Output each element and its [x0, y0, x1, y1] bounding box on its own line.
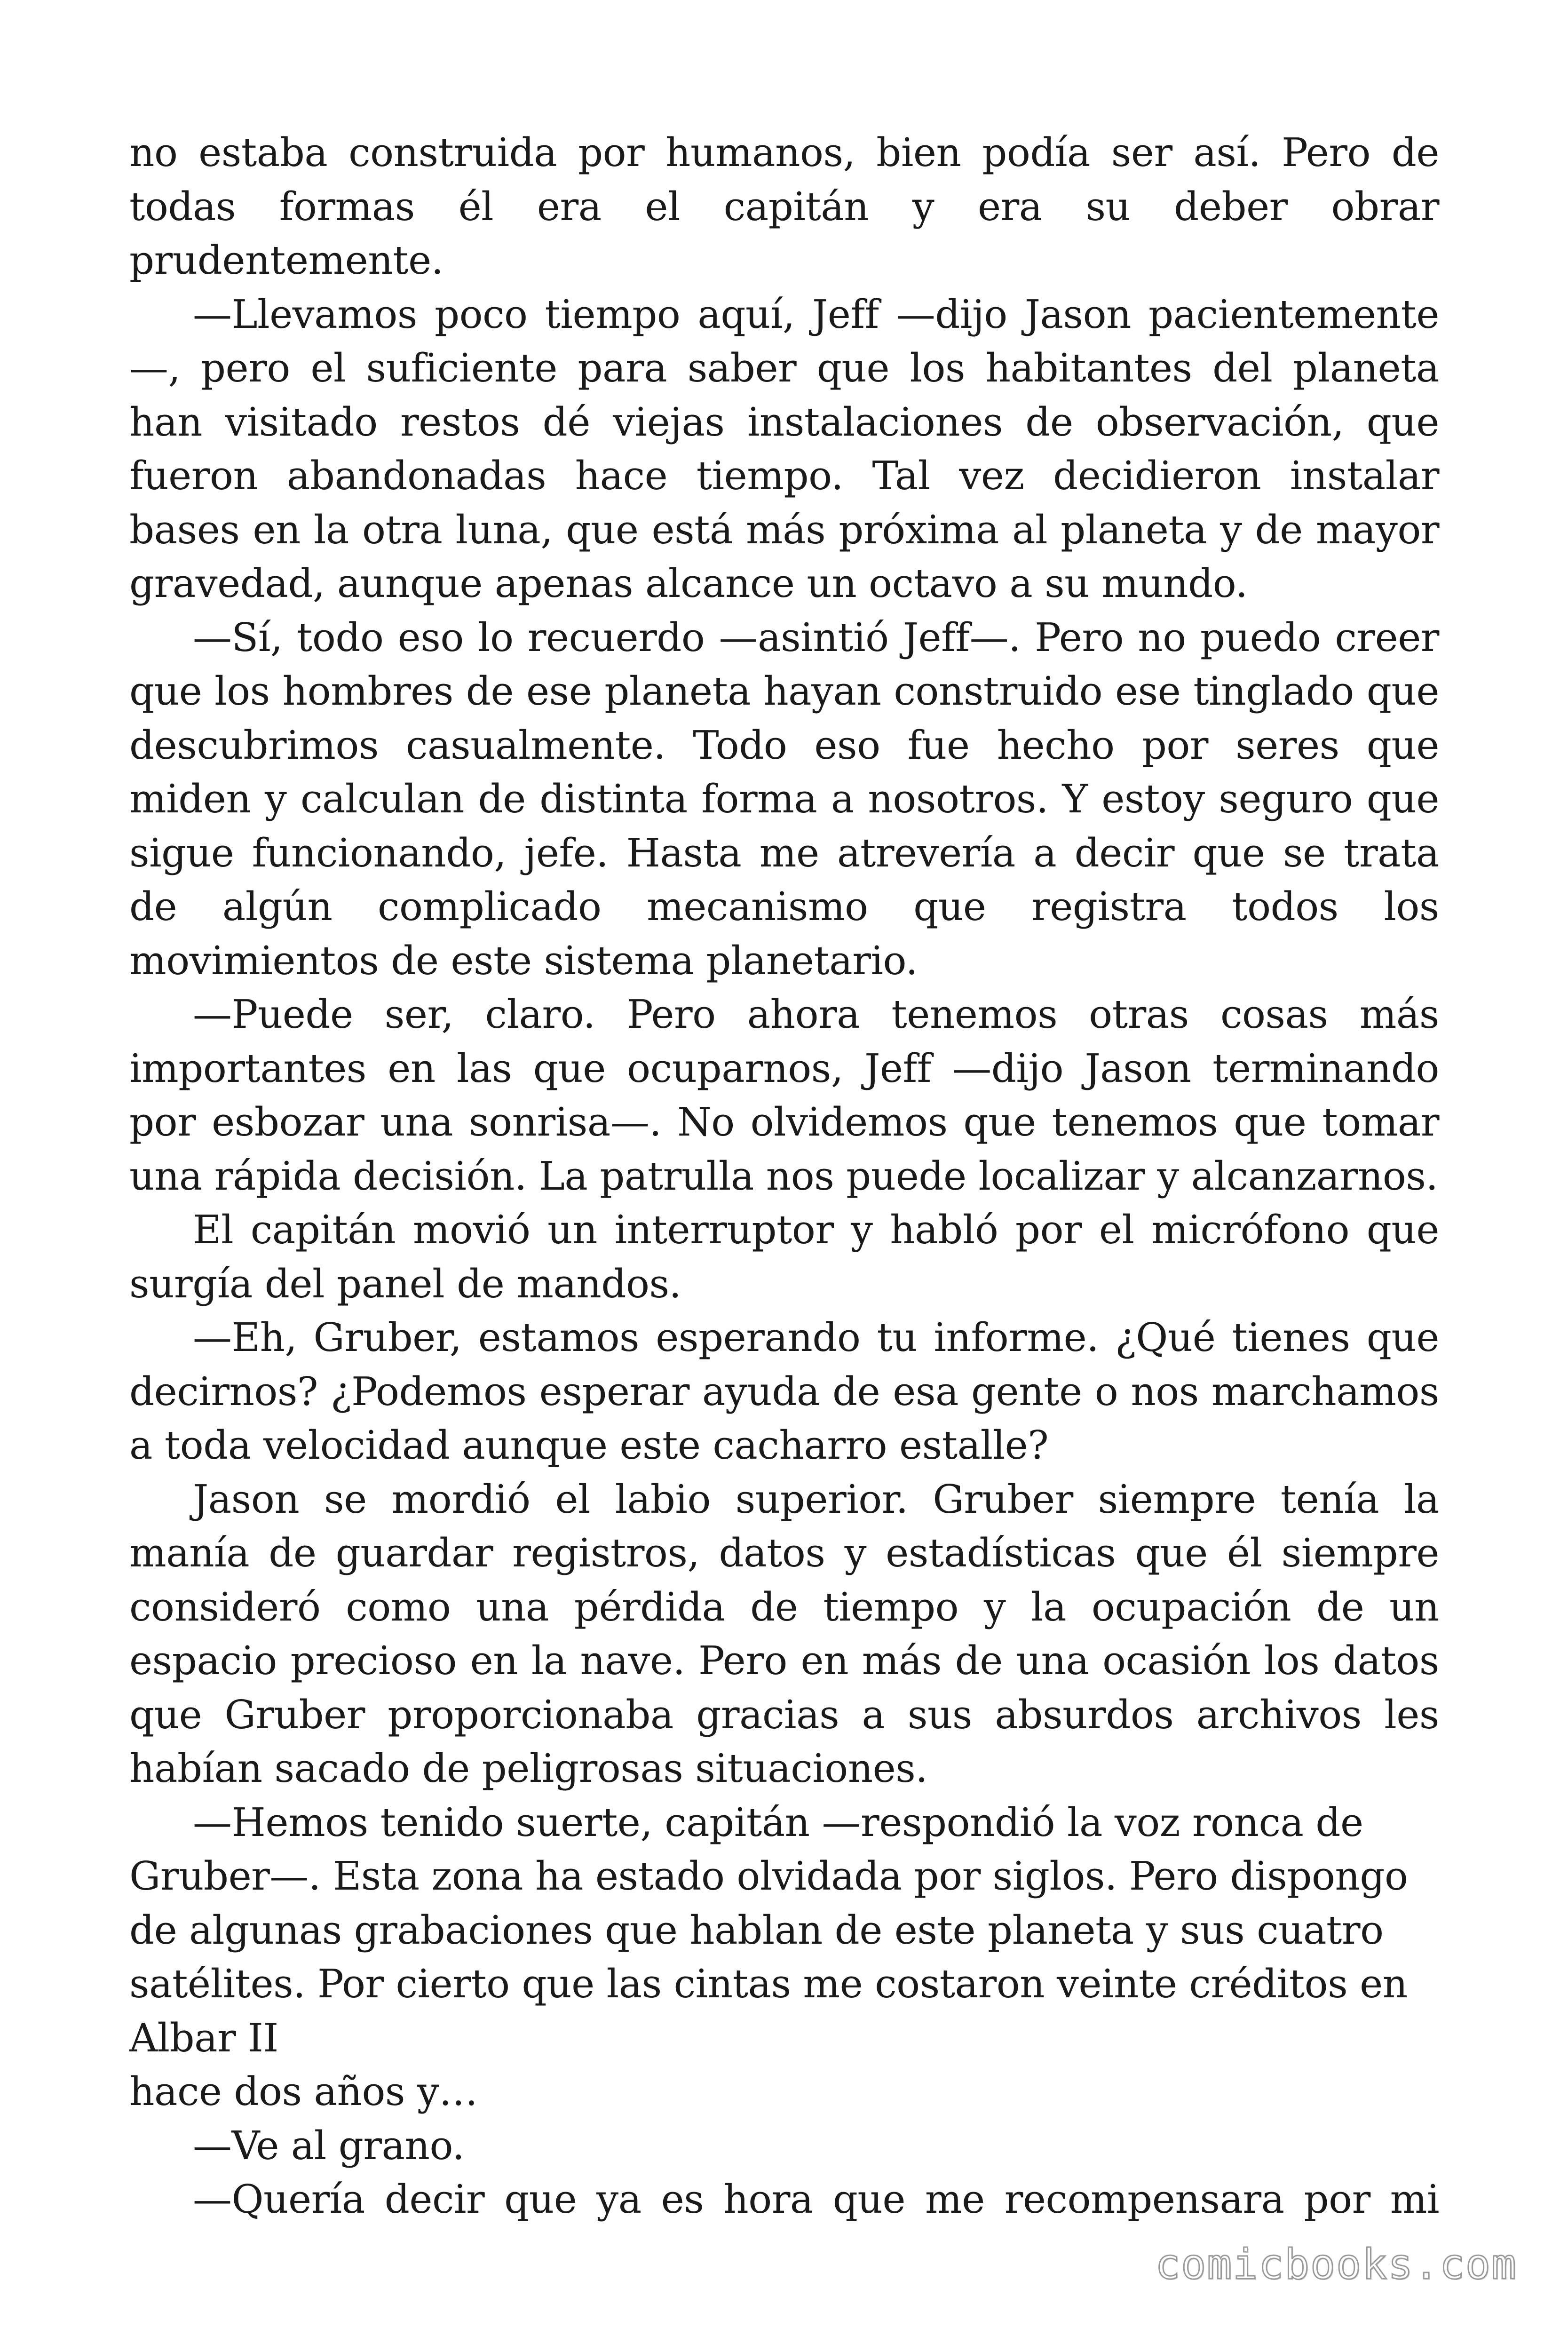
paragraph: —Quería decir que ya es hora que me recompensara por mi: [193, 2177, 1439, 2222]
paragraph: —Llevamos poco tiempo aquí, Jeff —dijo Jason pacientemente —, pero el suficiente para saber que los habitantes del planeta han visitado restos dé viejas instalaciones de observación, que fueron abandonadas hace tiempo. Tal vez decidieron instalar bases en la otra luna, que está más próxima al planeta y de mayor gravedad, aunque apenas alcance un octavo a su mundo.: [129, 291, 1439, 606]
paragraph: —Ve al grano.: [193, 2122, 465, 2169]
paragraph-fragment: Albar II: [129, 2015, 278, 2061]
page-text: [129, 126, 1439, 2227]
paragraph-fragment: hace dos años y…: [129, 2069, 478, 2114]
watermark: comicbooks.com: [1155, 2240, 1517, 2288]
paragraph: —Puede ser, claro. Pero ahora tenemos otras cosas más importantes en las que ocuparnos, Jeff —dijo Jason terminando por esbozar una sonrisa—. No olvidemos que tenemos que tomar una rápida decisión. La patrulla nos puede localizar y alcanzarnos.: [129, 992, 1439, 1199]
paragraph: El capitán movió un interruptor y habló por el micrófono que surgía del panel de mandos.: [129, 1207, 1439, 1307]
paragraph: —Sí, todo eso lo recuerdo —asintió Jeff—. Pero no puedo creer que los hombres de ese planeta hayan construido ese tinglado que descubrimos casualmente. Todo eso fue hecho por seres que miden y calculan de distinta forma a nosotros. Y estoy seguro que sigue funcionando, jefe. Hasta me atrevería a decir que se trata de algún complicado mecanismo que registra todos los movimientos de este sistema planetario.: [129, 614, 1439, 984]
paragraph: no estaba construida por humanos, bien podía ser así. Pero de todas formas él era el capitán y era su deber obrar prudentemente.: [129, 130, 1439, 283]
paragraph: —Eh, Gruber, estamos esperando tu informe. ¿Qué tienes que decirnos? ¿Podemos esperar ayuda de esa gente o nos marchamos a toda velocidad aunque este cacharro estalle?: [129, 1315, 1439, 1468]
paragraph: —Hemos tenido suerte, capitán —respondió la voz ronca de Gruber—. Esta zona ha estado olvidada por siglos. Pero dispongo de algunas grabaciones que hablan de este planeta y sus cuatro satélites. Por cierto que las cintas me costaron veinte créditos en: [129, 1799, 1408, 2007]
paragraph: Jason se mordió el labio superior. Gruber siempre tenía la manía de guardar registros, datos y estadísticas que él siempre consideró como una pérdida de tiempo y la ocupación de un espacio precioso en la nave. Pero en más de una ocasión los datos que Gruber proporcionaba gracias a sus absurdos archivos les habían sacado de peligrosas situaciones.: [129, 1476, 1439, 1791]
